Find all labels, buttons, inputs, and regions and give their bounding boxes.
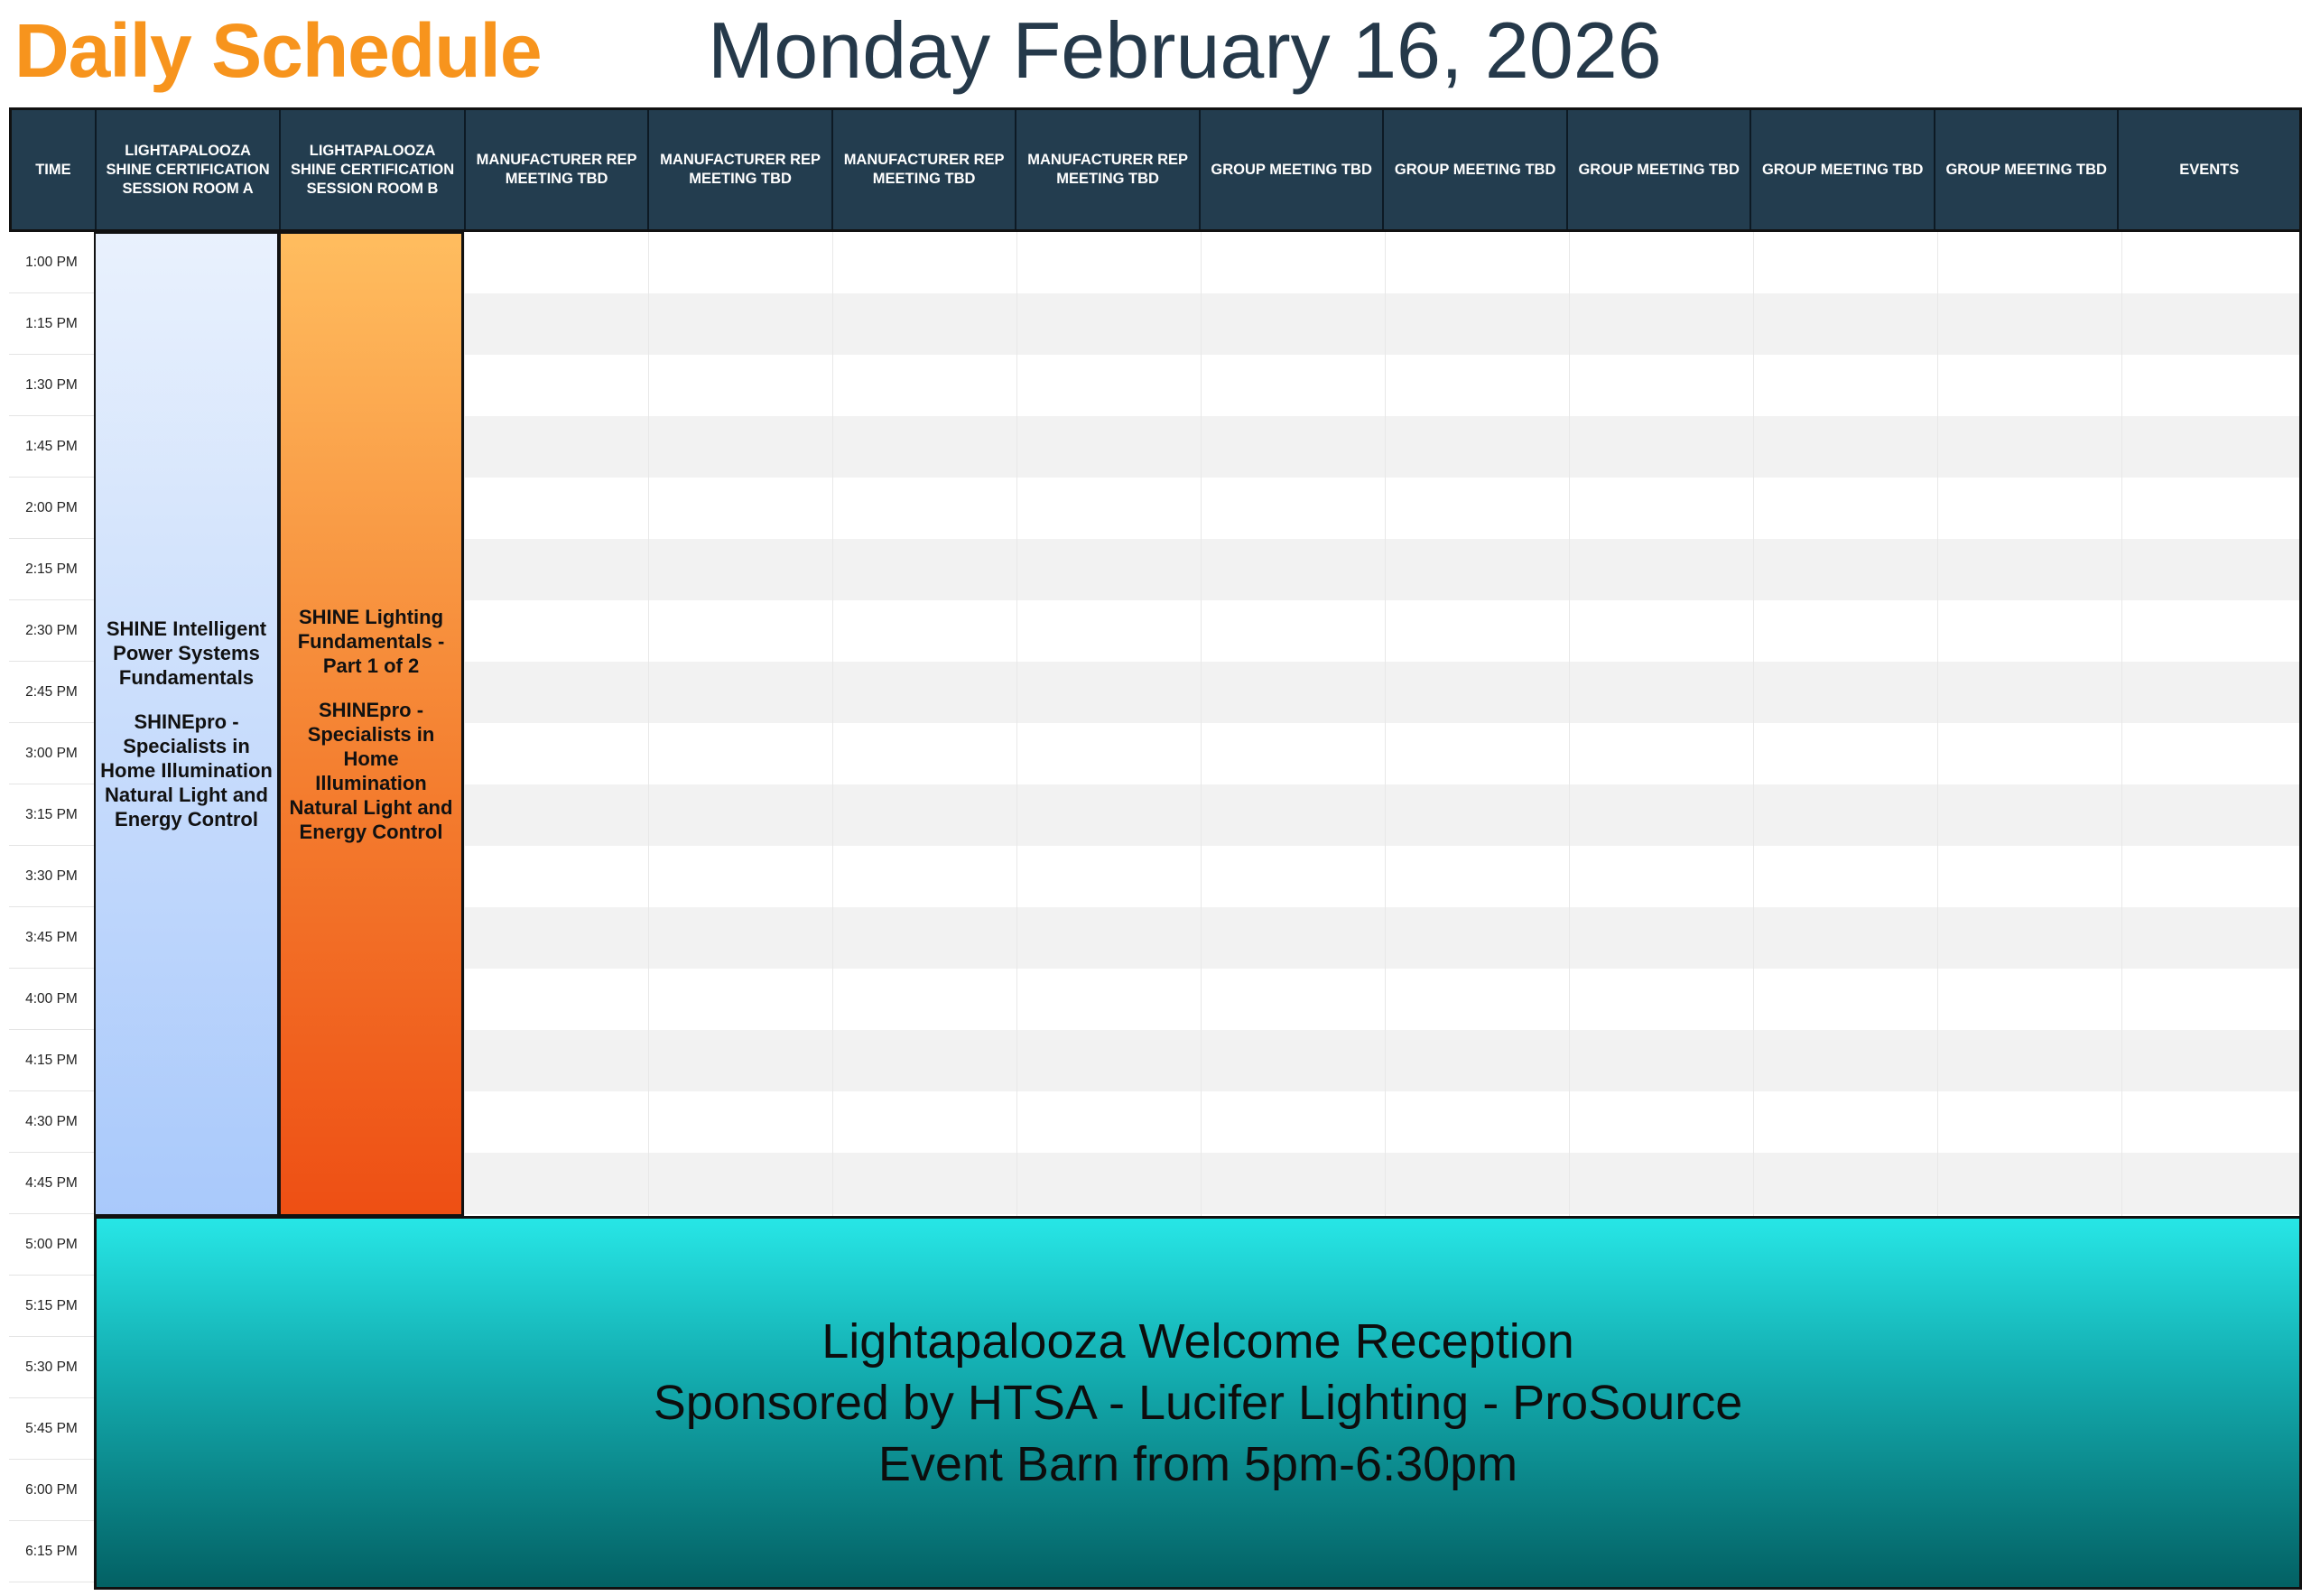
session-title-line: Power Systems <box>113 642 260 664</box>
welcome-reception-event[interactable] <box>94 1216 2302 1590</box>
column-divider <box>464 232 465 1216</box>
column-divider <box>1016 232 1017 1216</box>
time-label: 3:30 PM <box>9 846 94 907</box>
column-header: MANUFACTURER REP MEETING TBD <box>833 110 1017 229</box>
column-header: GROUP MEETING TBD <box>1751 110 1935 229</box>
session-title-line: Fundamentals - <box>297 629 445 653</box>
reception-line: Lightapalooza Welcome Reception <box>821 1314 1574 1369</box>
session-subtitle-line: SHINEpro - <box>134 710 239 733</box>
column-header: MANUFACTURER REP MEETING TBD <box>1016 110 1201 229</box>
time-label: 4:00 PM <box>9 969 94 1030</box>
column-header: LIGHTAPALOOZA SHINE CERTIFICATION SESSION ROOM A <box>97 110 282 229</box>
time-label: 6:00 PM <box>9 1460 94 1521</box>
session-subtitle-line: Natural Light and <box>105 784 268 806</box>
column-divider <box>1385 232 1386 1216</box>
time-column <box>9 232 94 1590</box>
column-divider <box>1753 232 1754 1216</box>
column-header: GROUP MEETING TBD <box>1201 110 1385 229</box>
time-label: 2:15 PM <box>9 539 94 600</box>
column-header: GROUP MEETING TBD <box>1935 110 2120 229</box>
page-title: Daily Schedule <box>14 8 542 93</box>
column-divider <box>1201 232 1202 1216</box>
time-label: 4:45 PM <box>9 1153 94 1214</box>
reception-line: Sponsored by HTSA - Lucifer Lighting - ProSource <box>653 1376 1743 1430</box>
time-label: 3:00 PM <box>9 723 94 784</box>
time-label: 5:45 PM <box>9 1398 94 1460</box>
column-divider <box>2121 232 2122 1216</box>
session-subtitle-line: Specialists in <box>123 735 250 757</box>
time-label: 5:30 PM <box>9 1337 94 1398</box>
column-header: GROUP MEETING TBD <box>1384 110 1568 229</box>
time-label: 5:15 PM <box>9 1276 94 1337</box>
column-divider <box>832 232 833 1216</box>
session-subtitle-line: Home Illumination <box>100 759 273 782</box>
column-header: LIGHTAPALOOZA SHINE CERTIFICATION SESSION ROOM B <box>281 110 466 229</box>
time-label: 3:45 PM <box>9 907 94 969</box>
session-room-a[interactable] <box>94 232 279 1216</box>
session-title-line: Part 1 of 2 <box>322 654 420 677</box>
session-title-line: SHINE Lighting <box>298 605 444 628</box>
time-label: 4:15 PM <box>9 1030 94 1091</box>
session-subtitle-line: Illumination <box>315 771 427 794</box>
column-header: MANUFACTURER REP MEETING TBD <box>466 110 650 229</box>
time-label: 5:00 PM <box>9 1214 94 1276</box>
column-divider <box>1569 232 1570 1216</box>
time-label: 1:30 PM <box>9 355 94 416</box>
reception-line: Event Barn from 5pm-6:30pm <box>877 1437 1518 1491</box>
session-subtitle-line: Specialists in <box>307 722 435 746</box>
column-header-time: TIME <box>12 110 97 229</box>
column-divider <box>648 232 649 1216</box>
session-subtitle-line: SHINEpro - <box>318 698 424 721</box>
column-header: EVENTS <box>2179 161 2240 178</box>
time-label: 3:15 PM <box>9 784 94 846</box>
column-header: MANUFACTURER REP MEETING TBD <box>649 110 833 229</box>
session-subtitle-line: Home <box>343 747 399 770</box>
schedule-grid <box>9 107 2302 1590</box>
time-label: 2:45 PM <box>9 662 94 723</box>
time-label: 4:30 PM <box>9 1091 94 1153</box>
time-label: 1:45 PM <box>9 416 94 478</box>
session-subtitle-line: Natural Light and <box>289 795 453 819</box>
time-label: 1:00 PM <box>9 232 94 293</box>
time-label: 6:15 PM <box>9 1521 94 1582</box>
column-divider <box>1937 232 1938 1216</box>
session-subtitle-line: Energy Control <box>299 820 443 843</box>
session-title-line: Fundamentals <box>118 666 255 689</box>
session-title-line: SHINE Intelligent <box>106 617 267 640</box>
time-label: 2:00 PM <box>9 478 94 539</box>
session-room-b[interactable] <box>279 232 464 1216</box>
time-label: 2:30 PM <box>9 600 94 662</box>
column-header-row <box>9 107 2302 232</box>
schedule-date: Monday February 16, 2026 <box>708 5 1662 95</box>
session-subtitle-line: Energy Control <box>115 808 258 830</box>
column-header: GROUP MEETING TBD <box>1568 110 1752 229</box>
time-label: 1:15 PM <box>9 293 94 355</box>
